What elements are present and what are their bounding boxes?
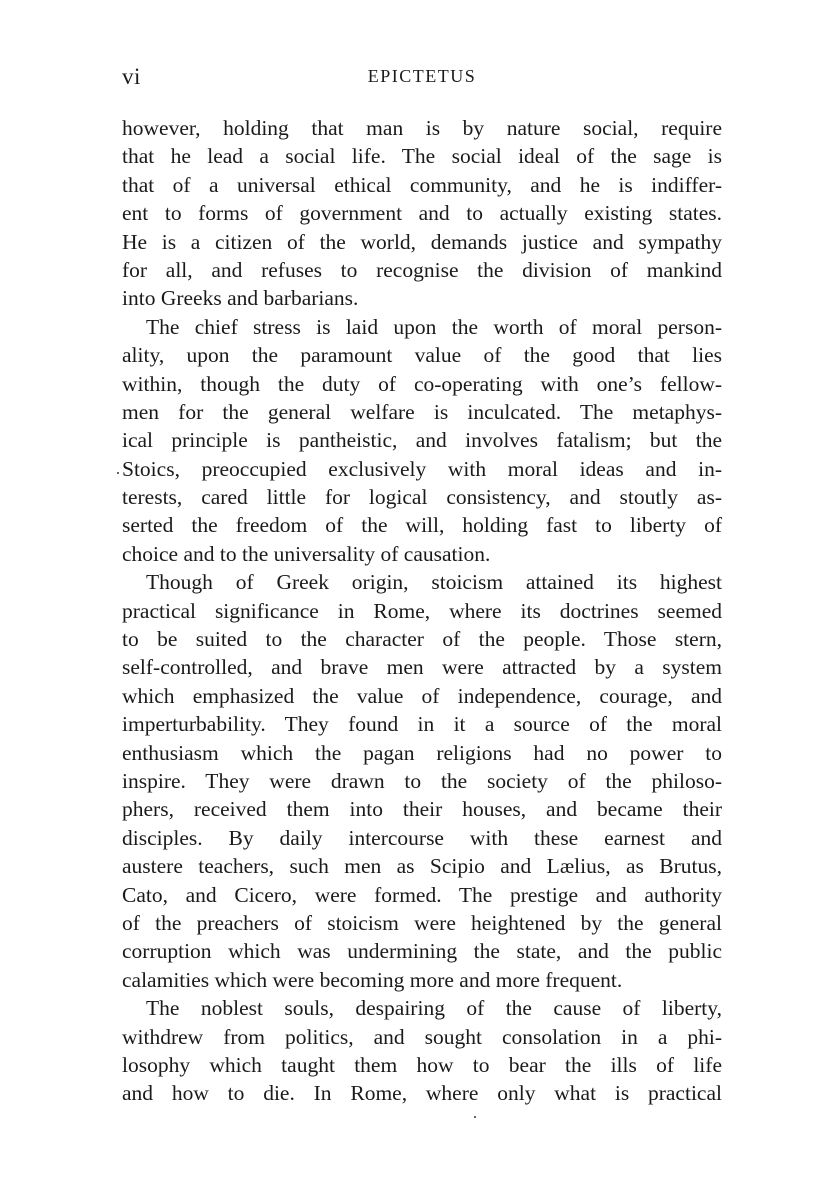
text-line: calamities which were becoming more and more frequent.	[122, 967, 623, 992]
text-line: ical principle is pantheistic, and involves fatalism; but the	[122, 428, 722, 453]
text-line: however, holding that man is by nature social, require	[122, 116, 722, 140]
text-line: serted the freedom of the will, holding fast to liberty of	[122, 513, 722, 538]
page-header	[122, 64, 722, 92]
text-line: Though of Greek origin, stoicism attained its highest	[146, 570, 722, 595]
scan-speck	[117, 472, 119, 474]
text-line: men for the general welfare is inculcated. The metaphys-	[122, 399, 722, 424]
text-line: ent to forms of government and to actually existing states.	[122, 201, 722, 226]
text-line: that he lead a social life. The social ideal of the sage is	[122, 144, 722, 169]
text-line: of the preachers of stoicism were heightened by the general	[122, 910, 722, 935]
text-line: terests, cared little for logical consistency, and stoutly as-	[122, 485, 722, 510]
text-line: that of a universal ethical community, and he is indiffer-	[122, 172, 722, 197]
text-line: choice and to the universality of causation.	[122, 541, 491, 566]
text-line: which emphasized the value of independence, courage, and	[122, 683, 722, 708]
text-line: losophy which taught them how to bear the ills of life	[122, 1052, 722, 1077]
text-line: The noblest souls, despairing of the cause of liberty,	[146, 996, 722, 1021]
text-line: practical significance in Rome, where its doctrines seemed	[122, 598, 722, 623]
text-line: He is a citizen of the world, demands justice and sympathy	[122, 229, 722, 254]
text-line: ality, upon the paramount value of the good that lies	[122, 343, 722, 368]
text-line: inspire. They were drawn to the society of the philoso-	[122, 768, 722, 793]
body-text	[122, 114, 722, 1108]
text-line: for all, and refuses to recognise the division of mankind	[122, 257, 722, 282]
text-line: austere teachers, such men as Scipio and Lælius, as Brutus,	[122, 854, 722, 879]
text-line: corruption which was undermining the state, and the public	[122, 939, 722, 964]
text-line: imperturbability. They found in it a source of the moral	[122, 712, 722, 737]
running-title: EPICTETUS	[367, 66, 477, 86]
text-line: and how to die. In Rome, where only what is practical	[122, 1081, 722, 1106]
text-line: into Greeks and barbarians.	[122, 286, 359, 311]
text-line: disciples. By daily intercourse with these earnest and	[122, 825, 722, 850]
text-line: within, though the duty of co-operating with one’s fellow-	[122, 371, 722, 396]
text-line: Cato, and Cicero, were formed. The prestige and authority	[122, 882, 722, 907]
text-line: self-controlled, and brave men were attracted by a system	[122, 655, 722, 680]
text-line: phers, received them into their houses, and became their	[122, 797, 722, 822]
text-line: Stoics, preoccupied exclusively with moral ideas and in-	[122, 456, 722, 481]
text-line: withdrew from politics, and sought consolation in a phi-	[122, 1024, 722, 1049]
scan-speck	[474, 1116, 476, 1118]
text-line: enthusiasm which the pagan religions had no power to	[122, 740, 722, 765]
text-line: The chief stress is laid upon the worth of moral person-	[146, 314, 722, 339]
page-number: vi	[122, 64, 141, 89]
text-line: to be suited to the character of the people. Those stern,	[122, 627, 722, 652]
